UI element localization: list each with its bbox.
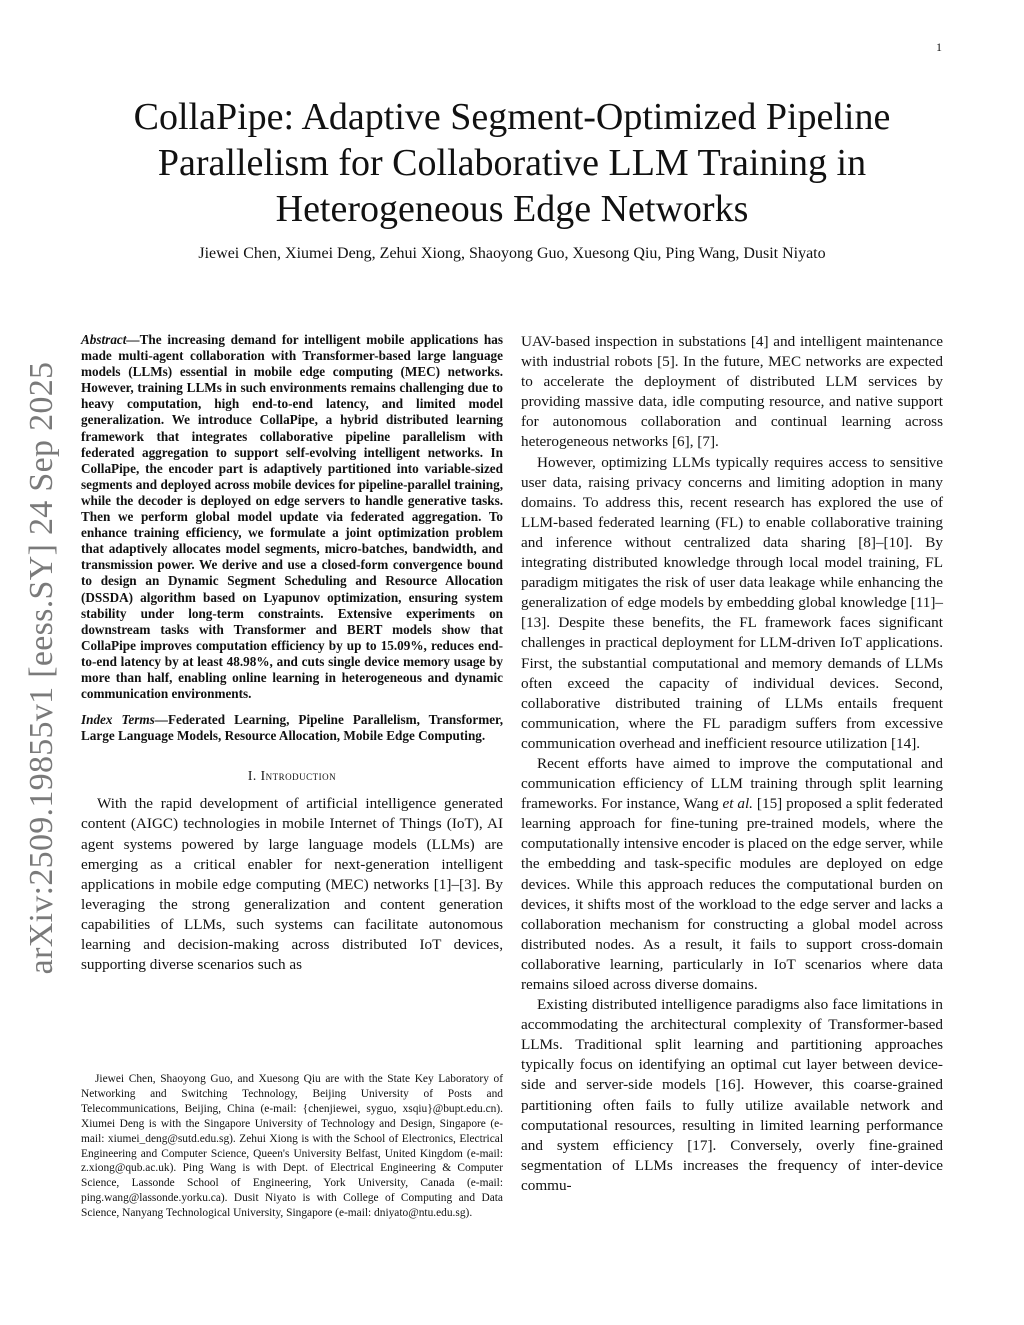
right-column (521, 332, 943, 1196)
section-title: Introduction (260, 768, 337, 784)
right-paragraph-1: UAV-based inspection in substations [4] and intelligent maintenance with industrial robots [5]. In the future, MEC networks are expected to accelerate the deployment of distributed LLM services by providing massive data, idle computing resource, and native support for autonomous collaboration and continual learning across heterogeneous networks [6], [7]. (521, 333, 943, 451)
affiliation-footnote: Jiewei Chen, Shaoyong Guo, and Xuesong Qiu are with the State Key Laboratory of Networking and Switching Technology, Beijing University of Posts and Telecommunications, Beijing, China (e-mail: {chenjiewei, syguo, xsqiu}@bupt.edu.cn). Xiumei Deng is with the Singapore University of Technology and Design, Singapore (e-mail: xiumei_deng@sutd.edu.sg). Zehui Xiong is with the School of Electronics, Electrical Engineering and Computer Science, Queen's University Belfast, United Kingdom (e-mail: z.xiong@qub.ac.uk). Ping Wang is with Dept. of Electrical Engineering & Computer Science, Lassonde School of Engineering, York University, Canada (e-mail: ping.wang@lassonde.yorku.ca). Dusit Niyato is with College of Computing and Data Science, Nanyang Technological University, Singapore (e-mail: dniyato@ntu.edu.sg). (81, 1073, 503, 1220)
section-heading (81, 768, 503, 784)
right-paragraph-4: Existing distributed intelligence paradigms also face limitations in accommodating the architectural complexity of Transformer-based LLMs. Traditional split learning and partitioning approaches typically focus on identifying an optimal cut layer between device-side and server-side models [16]. However, this coarse-grained partitioning often fails to fully utilize available network and computational resources, resulting in limited learning performance and system efficiency [17]. Conversely, overly fine-grained segmentation of LLMs increases the frequency of inter-device commu- (521, 996, 943, 1194)
index-terms-text: Federated Learning, Pipeline Parallelism, Transformer, Large Language Models, Resource Allocation, Mobile Edge Computing. (81, 712, 503, 744)
p3-text-a: Recent efforts have aimed to improve the computational and communication efficiency of LLM training through split learning frameworks. For instance, Wang (521, 754, 943, 813)
p3-text-b: [15] proposed a split federated learning approach for fine-tuning pre-trained models, where the computationally intensive encoder is placed on the edge server, while the embedding and task-specific modules are deployed on edge devices. While this approach reduces the computational burden on devices, it shifts most of the workload to the edge server and lacks a collaboration mechanism for constructing a global model across distributed nodes. As a result, it fails to support cross-domain collaborative learning, particularly in IoT scenarios where data remains siloed across diverse domains. (521, 795, 943, 993)
index-terms (81, 712, 503, 744)
page-number: 1 (936, 40, 942, 54)
abstract-label: Abstract— (81, 332, 140, 347)
arxiv-stamp (17, 360, 67, 975)
arxiv-id: arXiv:2509.19855v1 [eess.SY] 24 Sep 2025 (23, 361, 60, 974)
p3-etal: et al. (722, 795, 753, 813)
index-terms-label: Index Terms— (81, 712, 168, 728)
right-paragraph-2: However, optimizing LLMs typically requires access to sensitive user data, raising privacy concerns and limiting adoption in many domains. To address this, recent research has explored the use of LLM-based federated learning (FL) to enable collaborative training and inference without centralized data sharing [8]–[10]. By integrating distributed knowledge through local model training, FL paradigm mitigates the risk of user data leakage while enhancing the generalization of edge models by embedding global knowledge [11]–[13]. Despite these benefits, the FL framework faces significant challenges in practical deployment for LLM-driven IoT applications. First, the substantial computational and memory demands of LLMs often exceed the capacity of individual devices. Second, collaborative distributed training of LLMs entails frequent communication, where the FL paradigm suffers from excessive communication overhead and inefficient resource utilization [14]. (521, 453, 943, 752)
abstract (81, 332, 503, 702)
intro-paragraph: With the rapid development of artificial intelligence generated content (AIGC) technologies in mobile Internet of Things (IoT), AI agent systems powered by large language models (LLMs) are emerging as a critical enabler for next-generation intelligent applications in mobile edge computing (MEC) networks [1]–[3]. By leveraging the strong generalization and content generation capabilities of LLMs, such systems can facilitate autonomous learning and decision-making across distributed IoT devices, supporting diverse scenarios such as (81, 795, 503, 974)
left-column (81, 332, 503, 975)
author-list: Jiewei Chen, Xiumei Deng, Zehui Xiong, Shaoyong Guo, Xuesong Qiu, Ping Wang, Dusit Niyato (198, 245, 826, 262)
right-paragraph-3 (521, 754, 943, 995)
abstract-text: The increasing demand for intelligent mobile applications has made multi-agent collaboration with Transformer-based large language models (LLMs) essential in mobile edge computing (MEC) networks. However, training LLMs in such environments remains challenging due to heavy computation, high end-to-end latency, and limited model generalization. We introduce CollaPipe, a hybrid distributed learning framework that integrates collaborative pipeline parallelism with federated aggregation to support self-evolving intelligent networks. In CollaPipe, the encoder part is adaptively partitioned into variable-sized segments and deployed across mobile devices for pipeline-parallel training, while the decoder is deployed on edge servers to handle generative tasks. Then we perform global model update via federated aggregation. To enhance training efficiency, we formulate a joint optimization problem that adaptively allocates model segments, micro-batches, bandwidth, and transmission power. We derive and use a closed-form convergence bound to design an Dynamic Segment Scheduling and Resource Allocation (DSSDA) algorithm based on Lyapunov optimization, ensuring system stability under long-term constraints. Extensive experiments on downstream tasks with Transformer and BERT models show that CollaPipe improves computation efficiency by up to 15.09%, reduces end-to-end latency by at least 48.98%, and cuts single device memory usage by more than half, enabling online learning in heterogeneous and dynamic communication environments. (81, 332, 503, 702)
paper-title: CollaPipe: Adaptive Segment-Optimized Pipeline Parallelism for Collaborative LLM Training in Heterogeneous Edge Networks (133, 96, 891, 230)
section-number: I. (247, 768, 257, 784)
